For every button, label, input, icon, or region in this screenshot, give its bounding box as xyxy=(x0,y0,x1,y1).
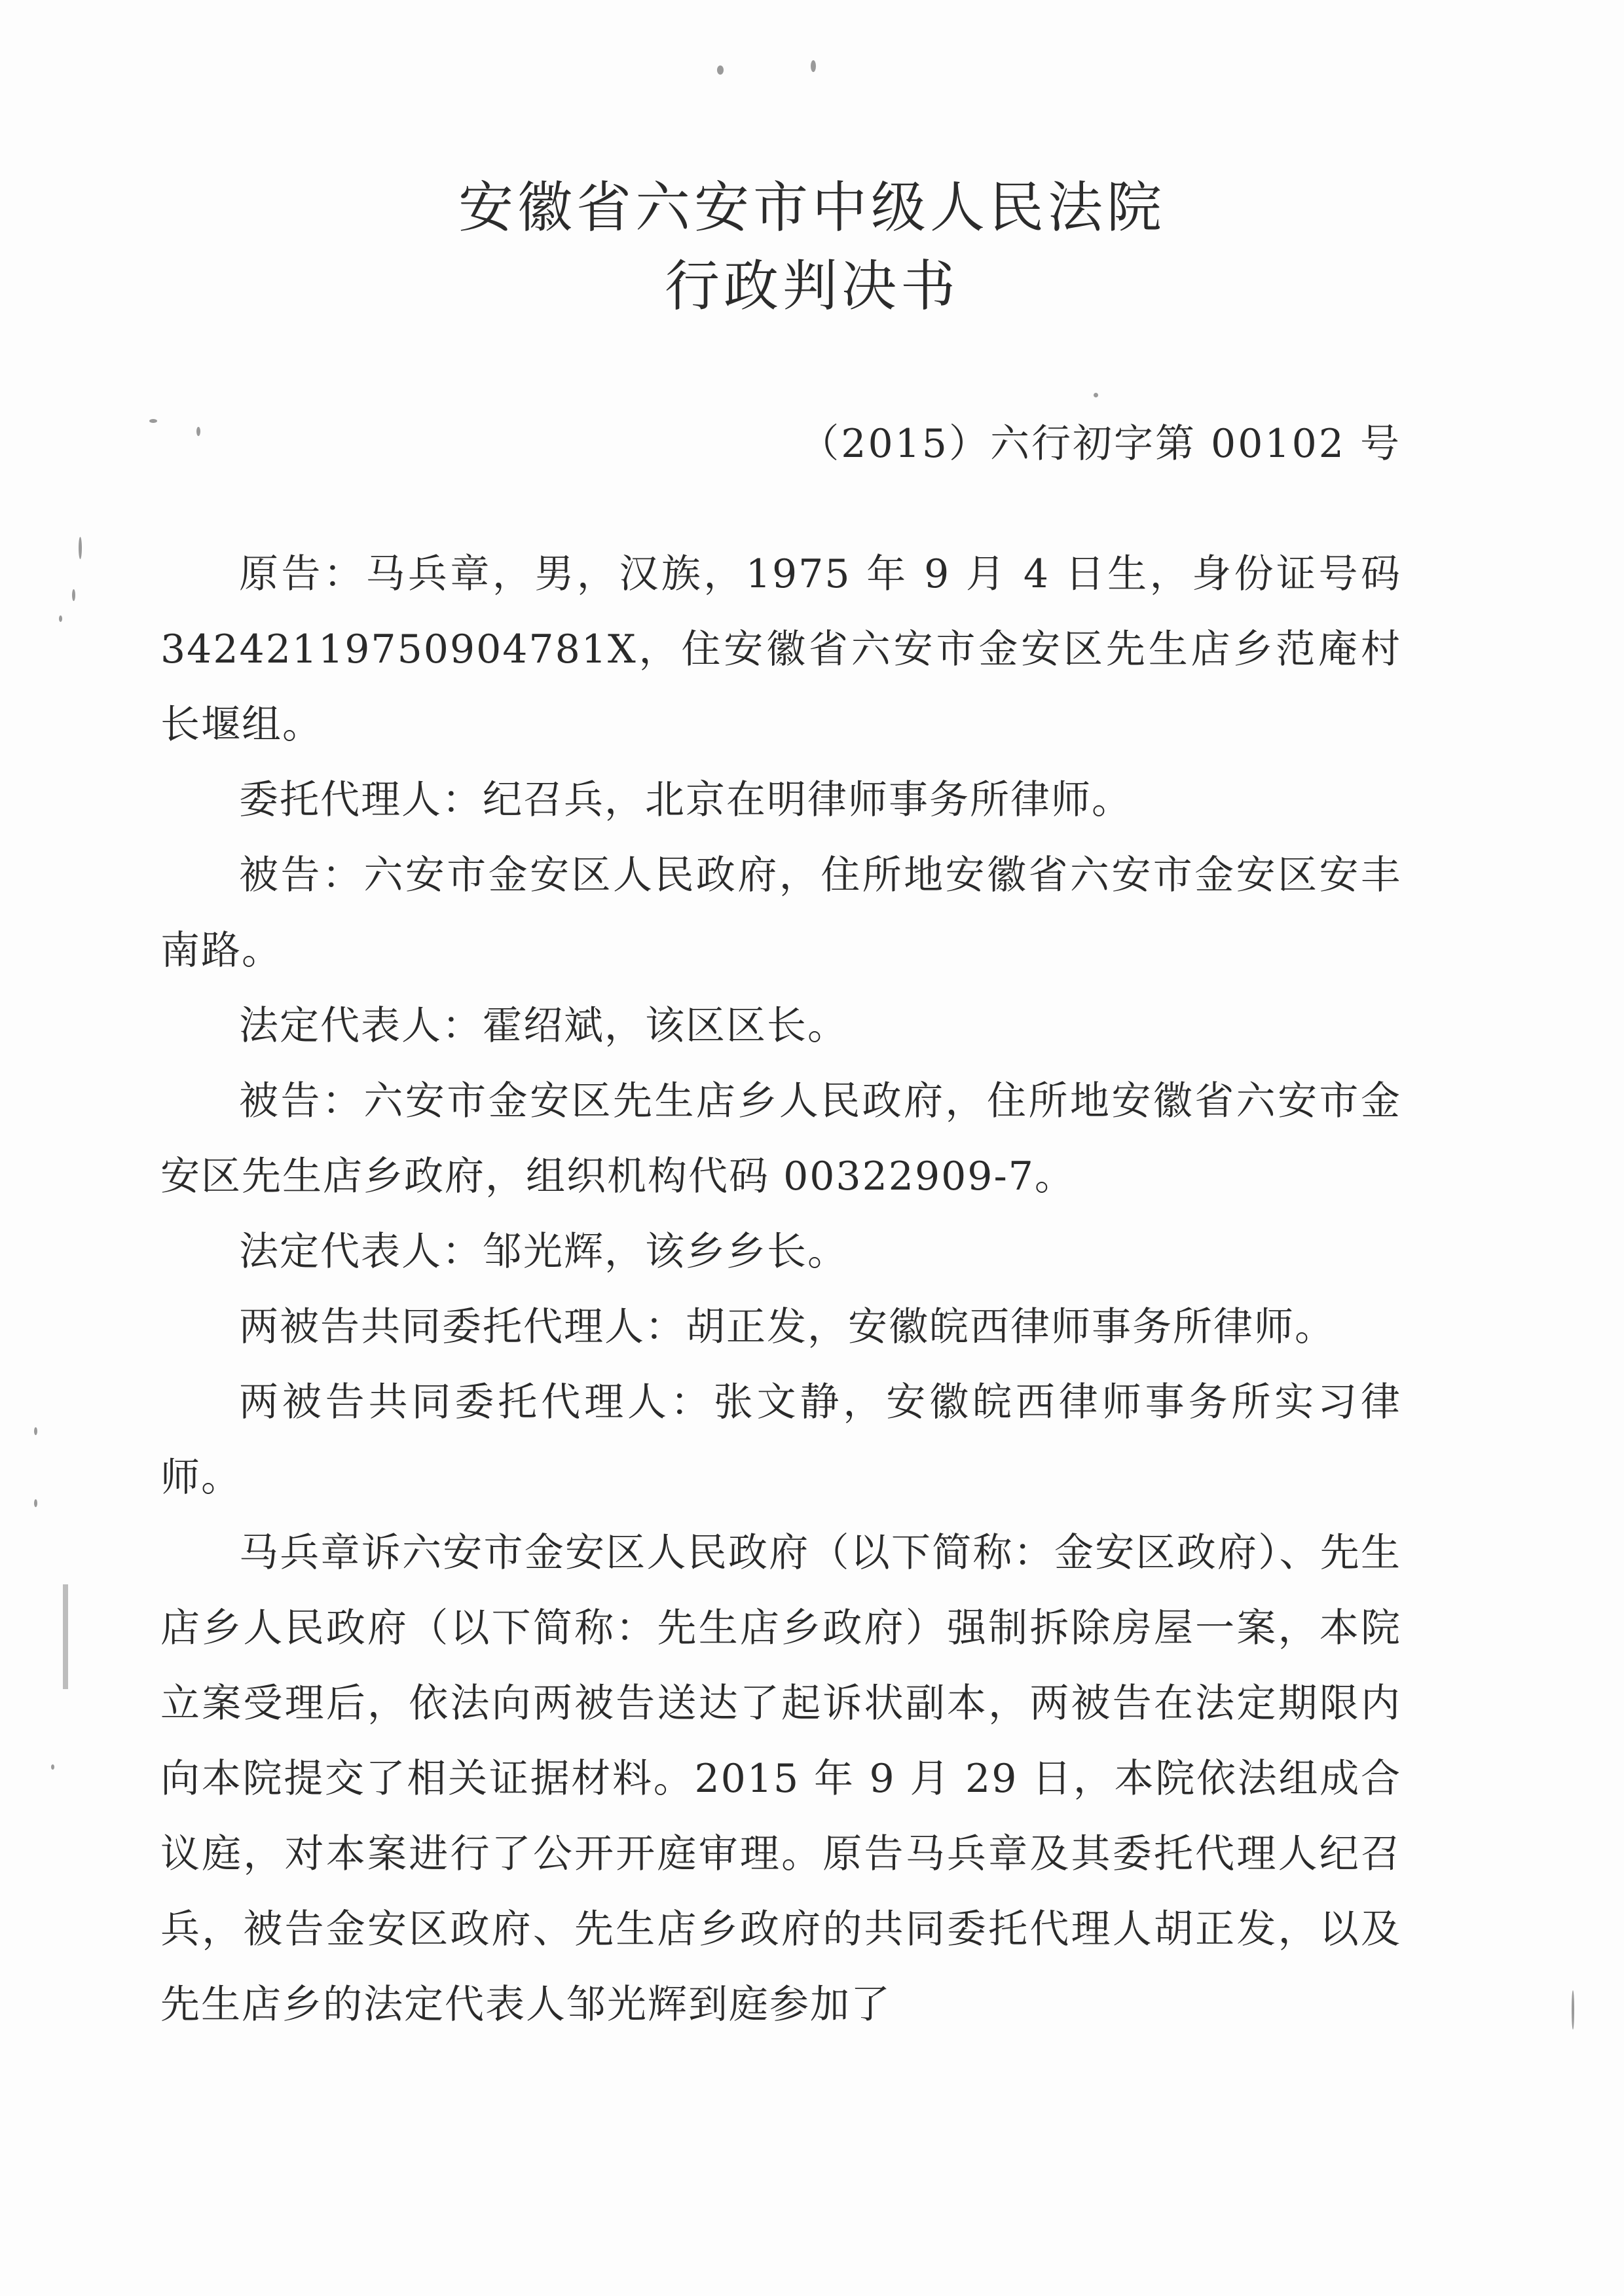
paragraph-defendant-2-rep: 法定代表人：邹光辉，该乡乡长。 xyxy=(239,1229,848,1275)
scan-speck xyxy=(51,1764,54,1770)
scan-edge-mark xyxy=(63,1584,68,1689)
paragraph-plaintiff-agent: 委托代理人：纪召兵，北京在明律师事务所律师。 xyxy=(239,777,1132,823)
paragraph-defendant-agent-1: 两被告共同委托代理人：胡正发，安徽皖西律师事务所律师。 xyxy=(239,1304,1335,1350)
scan-speck xyxy=(717,65,724,75)
scan-speck xyxy=(59,615,62,622)
paragraph-plaintiff: 原告：马兵章，男，汉族，1975 年 9 月 4 日生，身份证号码 34242119750904781X，住安徽省六安市金安区先生店乡范庵村长堰组。 xyxy=(160,551,1401,748)
scan-speck xyxy=(34,1427,37,1435)
court-name: 安徽省六安市中级人民法院 xyxy=(458,175,1166,240)
scan-speck xyxy=(1572,1990,1574,2030)
scan-speck xyxy=(1094,393,1098,397)
scan-speck xyxy=(196,427,200,436)
document-body xyxy=(160,537,1401,2043)
scan-speck xyxy=(34,1499,37,1507)
paragraph-defendant-2: 被告：六安市金安区先生店乡人民政府，住所地安徽省六安市金安区先生店乡政府，组织机构代码 00322909-7。 xyxy=(160,1078,1401,1199)
scan-speck xyxy=(811,60,816,72)
scan-speck xyxy=(72,589,75,601)
paragraph-case-summary: 马兵章诉六安市金安区人民政府（以下简称：金安区政府）、先生店乡人民政府（以下简称：先生店乡政府）强制拆除房屋一案，本院立案受理后，依法向两被告送达了起诉状副本，两被告在法定期限内向本院提交了相关证据材料。2015 年 9 月 29 日，本院依法组成合议庭，对本案进行了公开开庭审理。原告马兵章及其委托代理人纪召兵，被告金安区政府、先生店乡政府的共同委托代理人胡正发，以及先生店乡的法定代表人邹光辉到庭参加了 xyxy=(160,1530,1401,2028)
scan-speck xyxy=(149,419,157,423)
paragraph-defendant-agent-2: 两被告共同委托代理人：张文静，安徽皖西律师事务所实习律师。 xyxy=(160,1379,1401,1501)
paragraph-defendant-1-rep: 法定代表人：霍绍斌，该区区长。 xyxy=(239,1003,848,1049)
paragraph-defendant-1: 被告：六安市金安区人民政府，住所地安徽省六安市金安区安丰南路。 xyxy=(160,852,1401,974)
case-number: （2015）六行初字第 00102 号 xyxy=(800,421,1401,467)
document-type: 行政判决书 xyxy=(664,254,959,318)
scan-speck xyxy=(79,537,82,559)
